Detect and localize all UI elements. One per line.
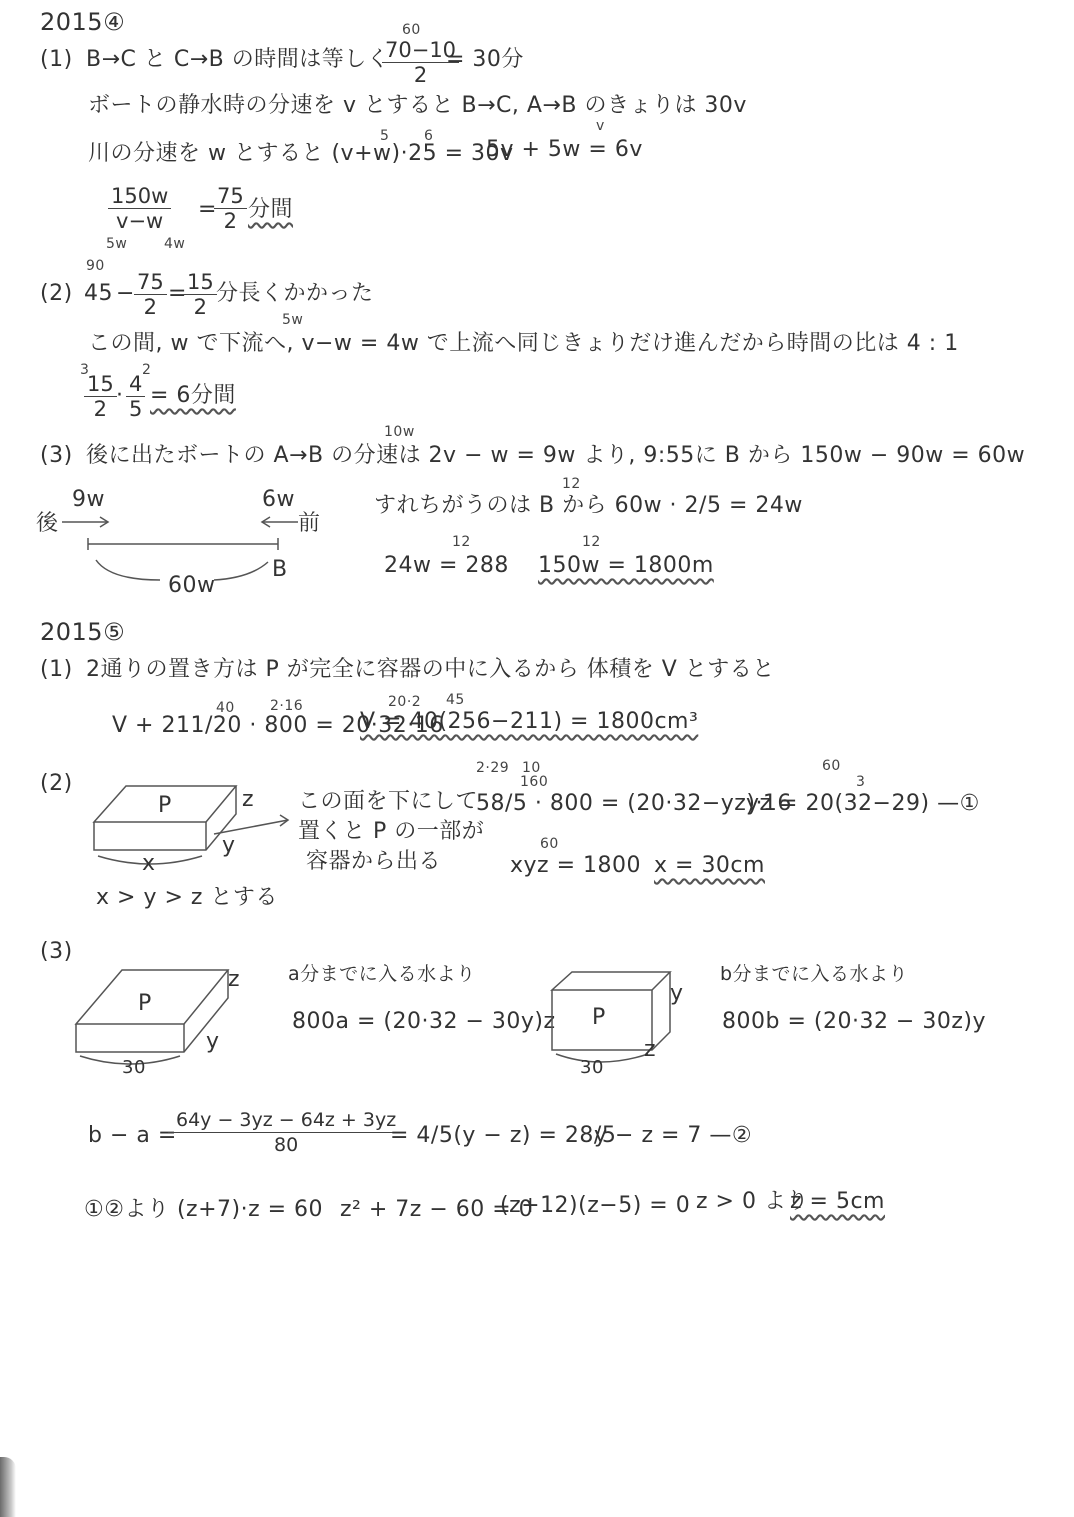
fraction-denominator: 80	[274, 1134, 299, 1156]
fraction-numerator: 75	[134, 270, 167, 295]
s4-q1-line1-note: 60	[402, 22, 421, 38]
s5-q1-line2-a: V + 211/20 · 800 = 20·32·16	[112, 713, 444, 738]
section-5-header: 2015⑤	[40, 618, 126, 646]
s4-q1-line1-result: = 30分	[446, 47, 524, 72]
s4-q3-line2: すれちがうのは B から 60w · 2/5 = 24w	[374, 493, 803, 518]
s5-q2-eq2: yz = 20(32−29) —①	[746, 791, 980, 816]
s4-q2-label: (2)	[40, 281, 73, 306]
s5-q2-answer: x = 30cm	[654, 853, 765, 878]
s4-q1-line3-a: 川の分速を w とすると (v+w)·25 = 30v	[88, 141, 514, 166]
s5-q3-final-a: ①②より (z+7)·z = 60	[84, 1197, 324, 1222]
s4-q3-diagram-left-label: 後	[36, 511, 59, 536]
s4-q1-note-b: 6	[424, 128, 434, 144]
s4-q2-dot: ·	[116, 383, 124, 408]
s5-q3-label: (3)	[40, 939, 73, 964]
fraction-denominator: 2	[413, 63, 428, 87]
s5-q2-eq1-note-c: 160	[520, 774, 549, 790]
fraction-numerator: 150w	[108, 184, 171, 209]
s5-q2-label: (2)	[40, 771, 73, 796]
s5-q1-note-b: 2·16	[270, 698, 304, 714]
s5-q3-final-b: z² + 7z − 60 = 0	[340, 1197, 534, 1222]
s5-q3-right-dim-30: 30	[580, 1057, 604, 1078]
s4-q3-line3-a: 24w = 288	[384, 553, 509, 578]
s4-q1-line2: ボートの静水時の分速を v とすると B→C, A→B のきょりは 30v	[88, 93, 747, 118]
s4-q2-equals: =	[168, 281, 187, 306]
fraction-numerator: 75	[214, 184, 247, 209]
s4-q3-diagram-right-label: 前	[298, 511, 321, 536]
s4-q2-line2-note: 5w	[282, 312, 304, 328]
s4-q2-line2: この間, w で下流へ, v−w = 4w で上流へ同じきょりだけ進んだから時間の比は 4 : 1	[88, 331, 959, 356]
fraction-numerator: 70−10	[382, 38, 459, 63]
s5-q3-diff-tail: y − z = 7 —②	[594, 1123, 753, 1148]
s5-q2-eq1: 58/5 · 800 = (20·32−yz)·16	[476, 791, 792, 816]
s5-q3-left-dim-z: z	[228, 967, 241, 992]
fraction-numerator: 64y − 3yz − 64z + 3yz	[168, 1108, 404, 1133]
s4-q2-line1-lead: 45	[84, 281, 113, 306]
s4-q2-line1-tail: 分長くかかった	[216, 281, 374, 306]
s5-q2-dim-z: z	[242, 787, 255, 812]
s5-q3-left-eq: 800a = (20·32 − 30y)z	[292, 1009, 556, 1034]
s5-q3-diff-mid: = 4/5(y − z) = 28/5	[390, 1123, 617, 1148]
s5-q3-answer: z = 5cm	[790, 1189, 885, 1214]
fraction-denominator: 2	[143, 295, 158, 319]
s4-q3-diagram-left-speed: 9w	[72, 487, 105, 512]
fraction-numerator: 15	[184, 270, 217, 295]
s4-q1-note-a: 5	[380, 128, 390, 144]
s5-q2-eq3: xyz = 1800	[510, 853, 641, 878]
s5-q3-final-d: z > 0 より	[696, 1189, 809, 1214]
s5-q3-right-dim-y: y	[670, 981, 684, 1006]
s5-q3-final-c: (z+12)(z−5) = 0	[500, 1193, 691, 1218]
s4-q3-line1: 後に出たボートの A→B の分速は 2v − w = 9w より, 9:55に B から 150w − 90w = 60w	[86, 443, 1026, 468]
s5-q2-eq1-note-b: 10	[522, 760, 541, 776]
s4-q1-note-c: v	[596, 118, 605, 134]
s5-q2-box-label: P	[158, 793, 172, 818]
fraction-numerator: 15	[84, 372, 117, 397]
s4-q1-label: (1)	[40, 47, 73, 72]
s5-q2-dim-x: x	[142, 851, 156, 876]
s4-q1-line4-note-a: 5w	[106, 236, 128, 252]
s4-q3-diagram-right-speed: 6w	[262, 487, 295, 512]
s4-q1-line4-note-b: 4w	[164, 236, 186, 252]
s4-q1-line3-b: 5v + 5w = 6v	[486, 137, 643, 162]
s5-q1-note-c: 20·2	[388, 694, 422, 710]
s4-q2-line1-note: 90	[86, 258, 105, 274]
s5-q2-assumption: x > y > z とする	[96, 885, 278, 910]
s5-q3-diff-lhs: b − a =	[88, 1123, 177, 1148]
s5-q1-answer: V = 40(256−211) = 1800cm³	[360, 709, 699, 734]
s4-q3-label: (3)	[40, 443, 73, 468]
s5-q2-dim-y: y	[222, 833, 236, 858]
s4-q3-line2-note: 12	[562, 476, 581, 492]
s5-q3-left-dim-y: y	[206, 1029, 220, 1054]
s5-q2-eq3-note: 60	[540, 836, 559, 852]
s5-q1-line1: 2通りの置き方は P が完全に容器の中に入るから 体積を V とすると	[86, 657, 775, 682]
s5-q2-eq2-note-a: 60	[822, 758, 841, 774]
fraction-denominator: v−w	[116, 209, 164, 233]
s4-q3-line3-note-b: 12	[582, 534, 601, 550]
s4-q1-line4-equals: =	[198, 197, 217, 222]
fraction-denominator: 2	[223, 209, 238, 233]
s4-q3-diagram-point-b: B	[272, 557, 288, 582]
s5-q3-diff-fraction	[168, 1108, 404, 1157]
fraction-numerator: 4	[126, 372, 145, 397]
s4-q1-line1-text: B→C と C→B の時間は等しく	[86, 47, 390, 72]
s5-q3-left-dim-30: 30	[122, 1057, 146, 1078]
s5-q3-left-title: a分までに入る水より	[288, 963, 476, 985]
scan-edge-shadow	[0, 1457, 16, 1517]
s5-q2-callout-3: 容器から出る	[306, 849, 442, 874]
s4-q3-line1-note: 10w	[384, 424, 415, 440]
s5-q2-eq1-note-a: 2·29	[476, 760, 510, 776]
s5-q1-label: (1)	[40, 657, 73, 682]
s5-q3-right-title: b分までに入る水より	[720, 963, 909, 985]
s5-q3-right-eq: 800b = (20·32 − 30z)y	[722, 1009, 987, 1034]
s5-q2-callout-2: 置くと P の一部が	[298, 819, 485, 844]
fraction-denominator: 5	[129, 397, 143, 421]
s4-q1-answer-unit: 分間	[248, 197, 294, 222]
section-4-header: 2015④	[40, 8, 126, 36]
s4-q2-line3-note-b: 2	[142, 362, 152, 378]
s4-q2-line3-note-a: 3	[80, 362, 90, 378]
s4-q2-answer: = 6分間	[150, 383, 236, 408]
fraction-denominator: 2	[93, 397, 108, 421]
s5-q3-left-box-label: P	[138, 991, 152, 1016]
s4-q3-line3-note-a: 12	[452, 534, 471, 550]
fraction-denominator: 2	[193, 295, 208, 319]
s5-q3-right-dim-z: z	[644, 1037, 657, 1062]
s5-q2-eq2-note-b: 3	[856, 774, 866, 790]
s5-q1-note-a: 40	[216, 700, 235, 716]
s5-q1-note-d: 45	[446, 692, 465, 708]
s4-q2-minus: −	[116, 281, 135, 306]
s4-q3-diagram-distance: 60w	[168, 573, 216, 598]
s4-q3-answer: 150w = 1800m	[538, 553, 714, 578]
s5-q3-right-box-label: P	[592, 1005, 606, 1030]
s5-q2-callout-1: この面を下にして	[298, 789, 479, 814]
